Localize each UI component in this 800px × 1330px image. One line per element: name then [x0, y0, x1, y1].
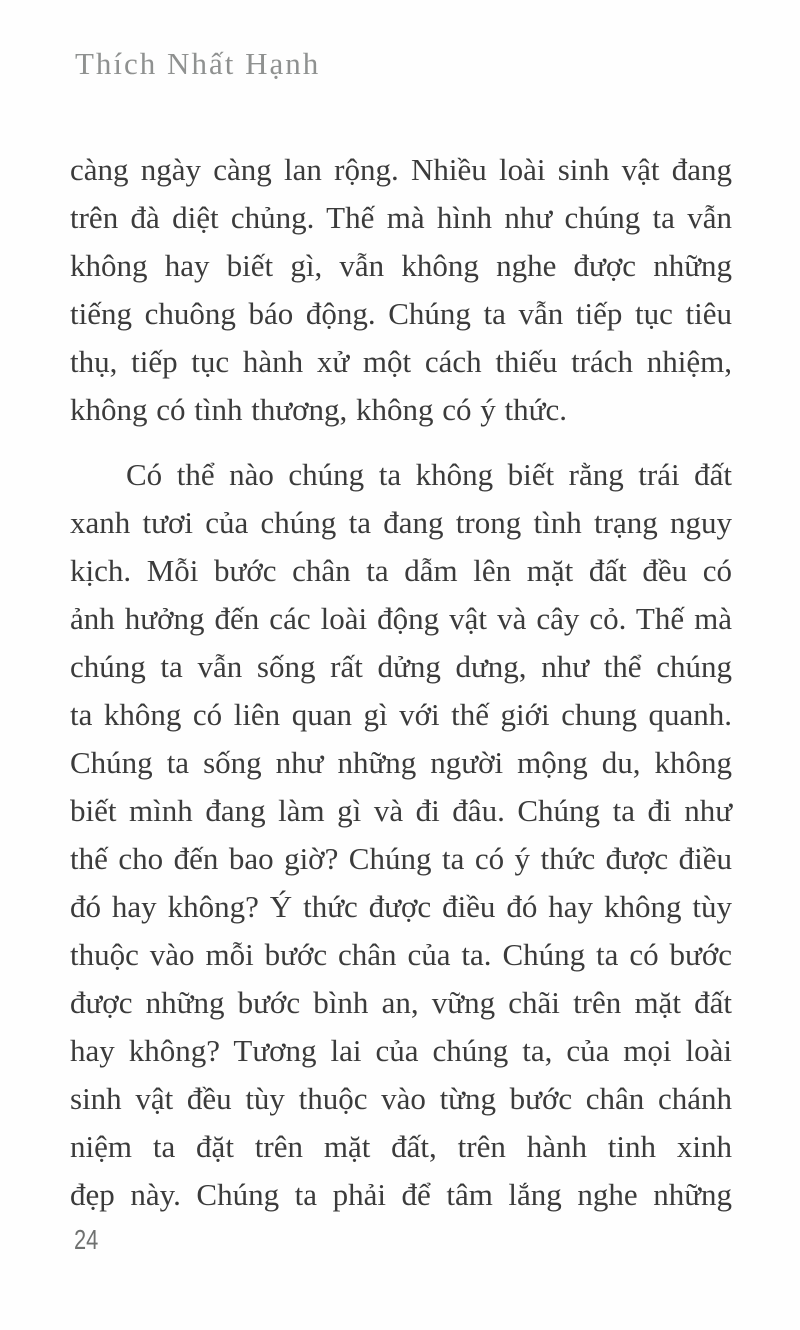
text-line: đó hay không? Ý thức được điều đó hay không tùy: [70, 889, 732, 924]
text-line: đẹp này. Chúng ta phải để tâm lắng nghe những: [70, 1177, 732, 1212]
text-line: không hay biết gì, vẫn không nghe được những: [70, 248, 732, 283]
text-line: xanh tươi của chúng ta đang trong tình trạng nguy: [70, 505, 732, 540]
text-line: sinh vật đều tùy thuộc vào từng bước chân chánh: [70, 1081, 732, 1116]
text-line: kịch. Mỗi bước chân ta dẫm lên mặt đất đều có: [70, 553, 732, 588]
body-text: [70, 146, 732, 1219]
text-line: không có tình thương, không có ý thức.: [70, 392, 567, 427]
running-header: Thích Nhất Hạnh: [75, 46, 321, 81]
text-line: trên đà diệt chủng. Thế mà hình như chúng ta vẫn: [70, 200, 732, 235]
text-line: thuộc vào mỗi bước chân của ta. Chúng ta có bước: [70, 937, 732, 972]
page-number: 24: [74, 1224, 99, 1255]
text-line: ảnh hưởng đến các loài động vật và cây cỏ. Thế mà: [70, 601, 732, 636]
paragraph: [70, 146, 732, 434]
text-line: biết mình đang làm gì và đi đâu. Chúng ta đi như: [70, 793, 732, 828]
text-line: thụ, tiếp tục hành xử một cách thiếu trách nhiệm,: [70, 344, 732, 379]
text-line: chúng ta vẫn sống rất dửng dưng, như thể chúng: [70, 649, 732, 684]
paragraph: [70, 451, 732, 1219]
text-line: Chúng ta sống như những người mộng du, không: [70, 745, 732, 780]
text-line: tiếng chuông báo động. Chúng ta vẫn tiếp tục tiêu: [70, 296, 732, 331]
text-line: được những bước bình an, vững chãi trên mặt đất: [70, 985, 732, 1020]
text-line: niệm ta đặt trên mặt đất, trên hành tinh xinh: [70, 1129, 732, 1164]
text-line: ta không có liên quan gì với thế giới chung quanh.: [70, 697, 732, 732]
text-line: hay không? Tương lai của chúng ta, của mọi loài: [70, 1033, 732, 1068]
text-line: thế cho đến bao giờ? Chúng ta có ý thức được điều: [70, 841, 732, 876]
text-line: càng ngày càng lan rộng. Nhiều loài sinh vật đang: [70, 152, 732, 187]
text-line: Có thể nào chúng ta không biết rằng trái đất: [126, 457, 732, 492]
